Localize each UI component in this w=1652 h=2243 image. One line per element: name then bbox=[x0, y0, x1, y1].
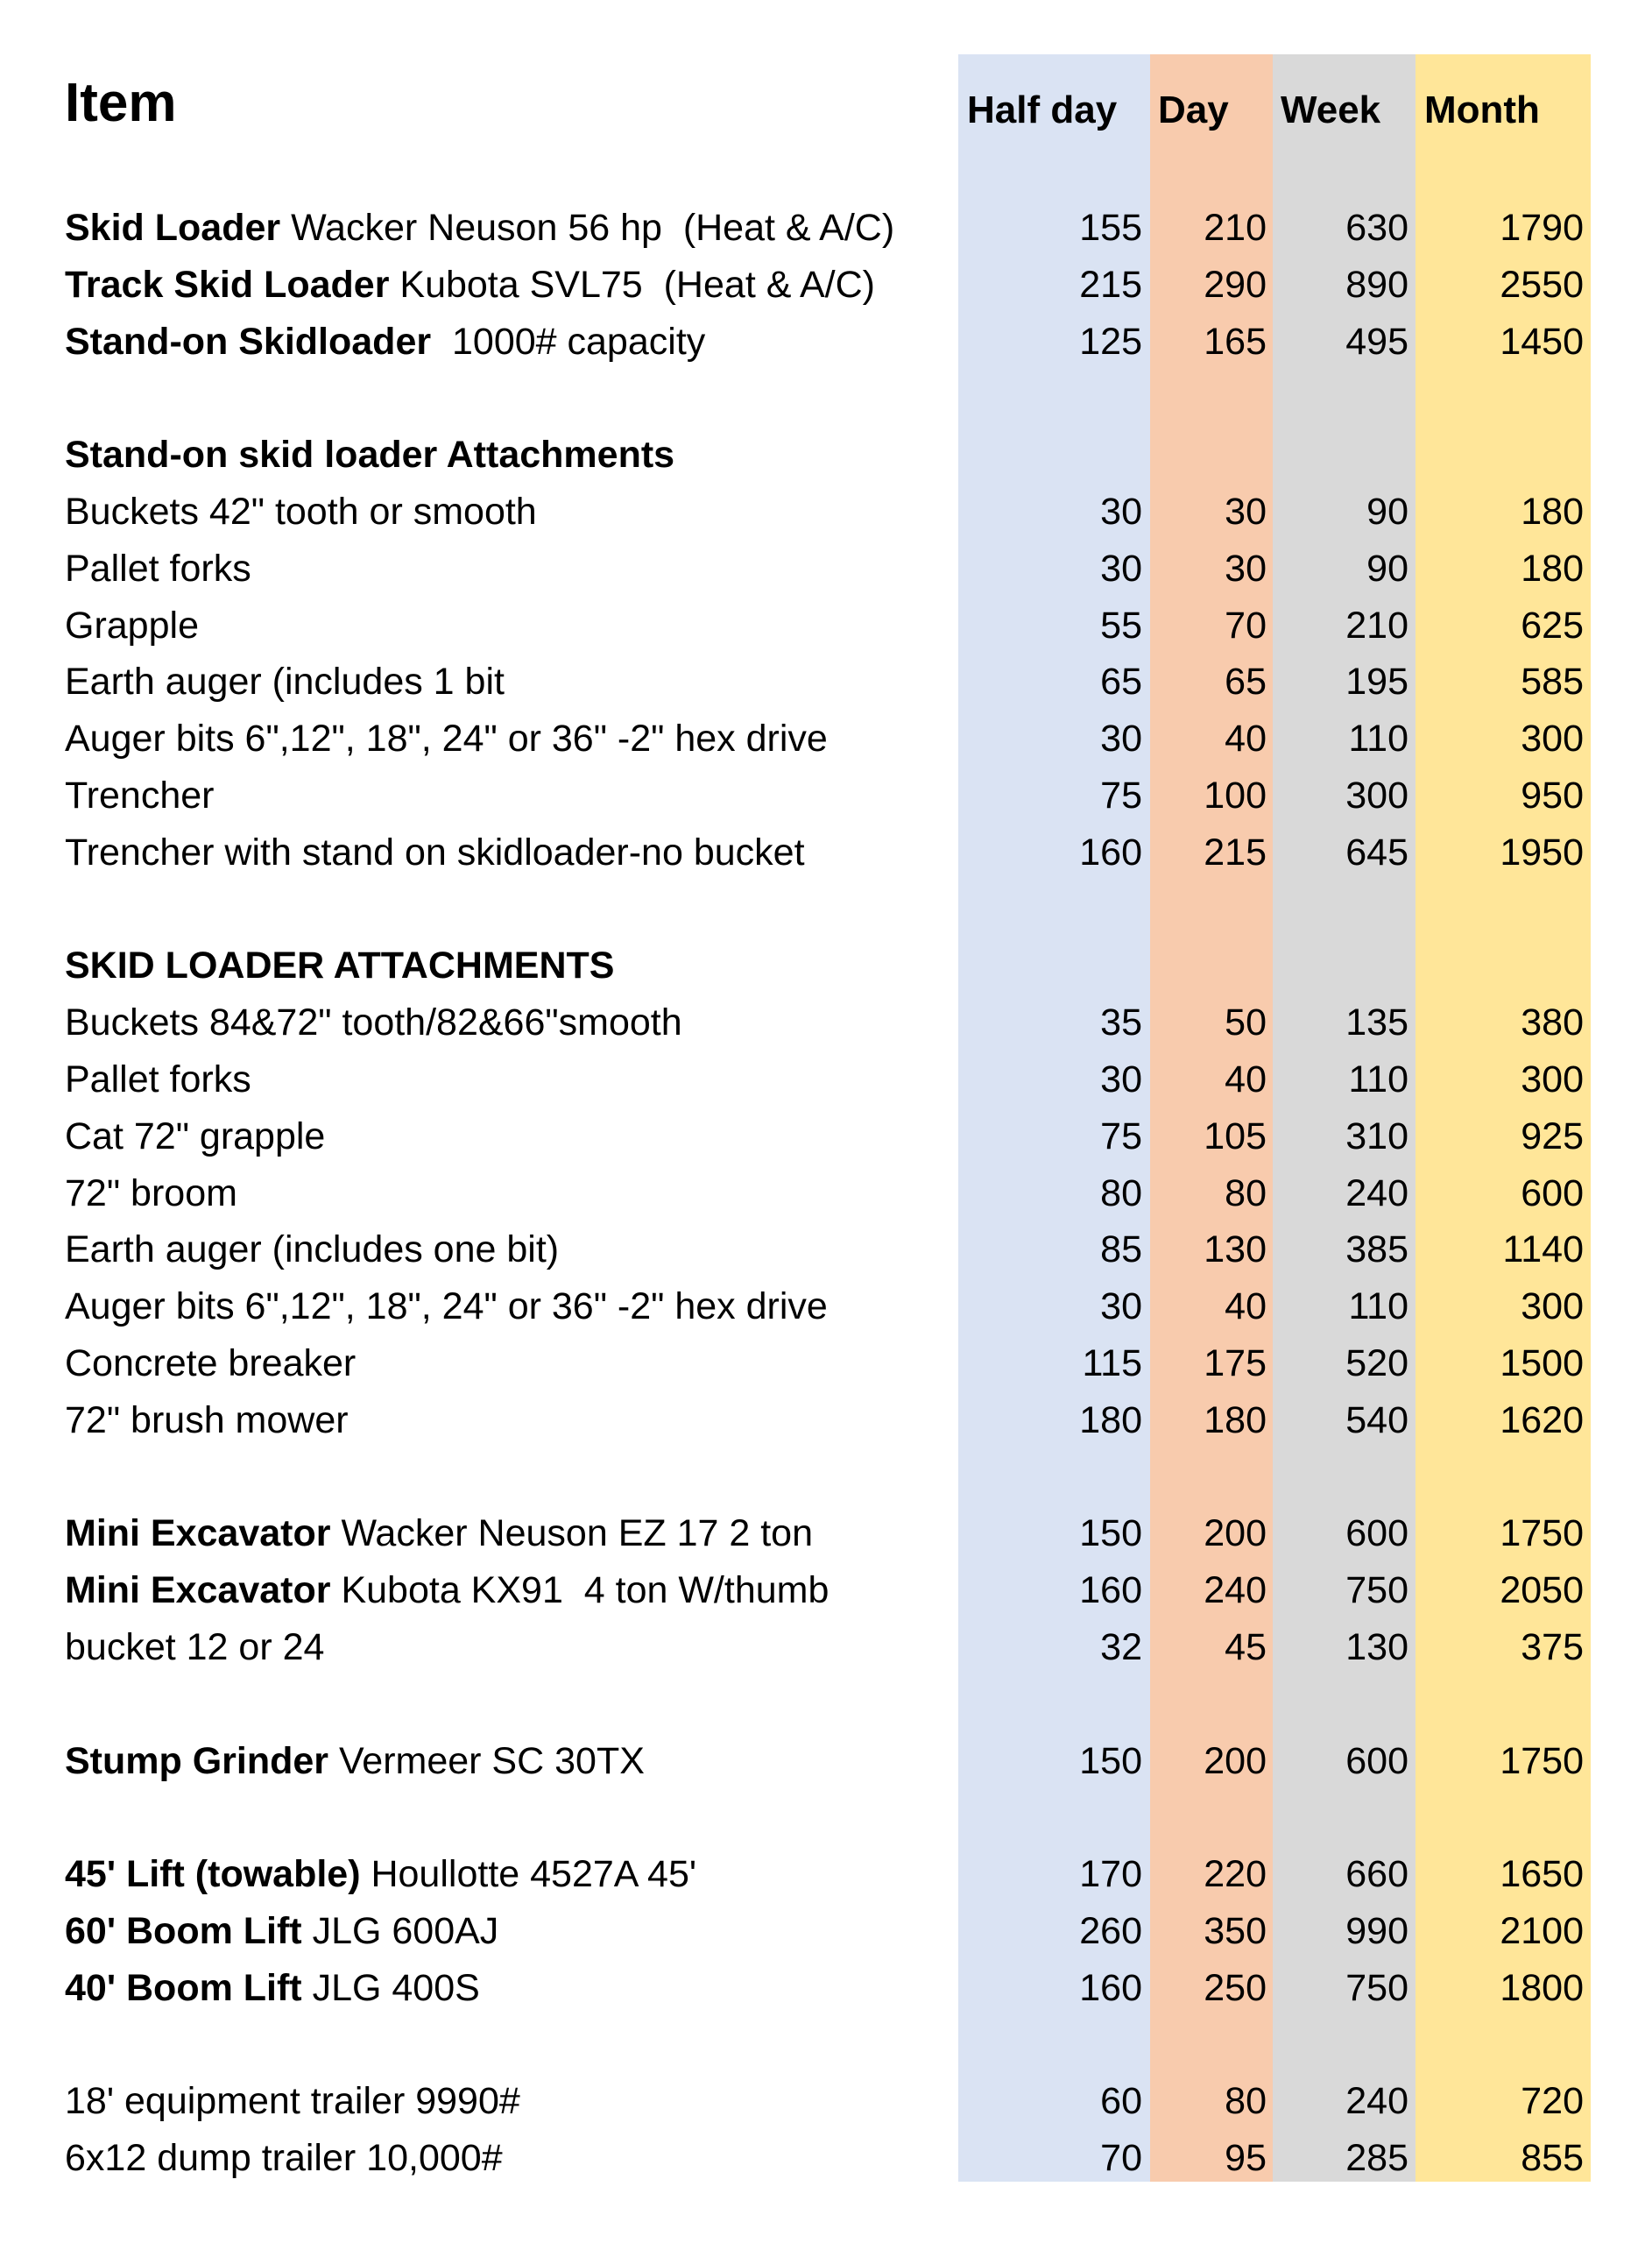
item-description: 6x12 dump trailer 10,000# bbox=[65, 2137, 503, 2180]
item-description: JLG 600AJ bbox=[301, 1909, 499, 1952]
item-description: 72" broom bbox=[65, 1171, 237, 1214]
table-row bbox=[0, 541, 1652, 598]
half-day-price: 30 bbox=[1100, 1285, 1142, 1328]
day-price: 215 bbox=[1204, 831, 1267, 874]
half-day-price: 85 bbox=[1100, 1228, 1142, 1271]
month-price: 300 bbox=[1521, 1285, 1584, 1328]
day-price: 250 bbox=[1204, 1966, 1267, 2009]
table-row bbox=[0, 484, 1652, 541]
table-row bbox=[0, 1960, 1652, 2017]
item-cell bbox=[65, 257, 875, 314]
half-day-price: 65 bbox=[1100, 661, 1142, 704]
day-price: 30 bbox=[1225, 490, 1267, 533]
day-price: 240 bbox=[1204, 1569, 1267, 1612]
table-row bbox=[0, 314, 1652, 371]
half-day-price: 30 bbox=[1100, 490, 1142, 533]
week-price: 300 bbox=[1345, 774, 1408, 817]
item-name: Stand-on skid loader Attachments bbox=[65, 434, 675, 477]
table-row bbox=[0, 1165, 1652, 1222]
half-day-price: 32 bbox=[1100, 1625, 1142, 1668]
table-row bbox=[0, 824, 1652, 881]
half-day-price: 125 bbox=[1079, 320, 1142, 363]
item-cell bbox=[65, 314, 705, 371]
day-price: 65 bbox=[1225, 661, 1267, 704]
table-row bbox=[0, 1392, 1652, 1449]
month-price: 1140 bbox=[1502, 1228, 1584, 1271]
month-price: 2550 bbox=[1500, 263, 1584, 306]
month-price: 1450 bbox=[1500, 320, 1584, 363]
day-price: 210 bbox=[1204, 207, 1267, 249]
item-cell bbox=[65, 1051, 251, 1108]
week-price: 495 bbox=[1345, 320, 1408, 363]
week-price: 750 bbox=[1345, 1966, 1408, 2009]
half-day-price: 115 bbox=[1082, 1341, 1142, 1384]
day-price: 40 bbox=[1225, 718, 1267, 761]
table-row bbox=[0, 768, 1652, 824]
day-price: 180 bbox=[1204, 1398, 1267, 1441]
item-cell bbox=[65, 654, 505, 711]
item-cell bbox=[65, 824, 805, 881]
item-cell bbox=[65, 938, 614, 994]
day-price: 70 bbox=[1225, 604, 1267, 647]
item-cell bbox=[65, 1108, 325, 1165]
item-cell bbox=[65, 200, 894, 257]
table-row bbox=[0, 1733, 1652, 1790]
week-price: 130 bbox=[1345, 1625, 1408, 1668]
row-spacer bbox=[0, 370, 1652, 427]
day-price: 40 bbox=[1225, 1285, 1267, 1328]
day-price: 95 bbox=[1225, 2137, 1267, 2180]
half-day-price: 260 bbox=[1079, 1909, 1142, 1952]
rental-price-table bbox=[0, 200, 1652, 2187]
table-row bbox=[0, 427, 1652, 484]
item-name: Stand-on Skidloader bbox=[65, 320, 432, 363]
half-day-price: 30 bbox=[1100, 547, 1142, 590]
item-cell bbox=[65, 1505, 813, 1562]
half-day-price: 75 bbox=[1100, 1114, 1142, 1157]
week-price: 990 bbox=[1345, 1909, 1408, 1952]
month-price: 300 bbox=[1521, 718, 1584, 761]
item-description: Trencher bbox=[65, 774, 215, 817]
row-spacer bbox=[0, 1789, 1652, 1846]
month-price: 1750 bbox=[1500, 1512, 1584, 1555]
day-price: 130 bbox=[1204, 1228, 1267, 1271]
item-header: Item bbox=[65, 73, 177, 133]
table-row bbox=[0, 994, 1652, 1051]
item-cell bbox=[65, 1733, 645, 1790]
item-description: Auger bits 6",12", 18", 24" or 36" -2" hex drive bbox=[65, 718, 828, 761]
week-price: 600 bbox=[1345, 1512, 1408, 1555]
item-cell bbox=[65, 1392, 349, 1449]
month-price: 600 bbox=[1521, 1171, 1584, 1214]
table-row bbox=[0, 200, 1652, 257]
item-description: bucket 12 or 24 bbox=[65, 1625, 325, 1668]
item-description: Pallet forks bbox=[65, 547, 251, 590]
week-price: 285 bbox=[1345, 2137, 1408, 2180]
item-cell bbox=[65, 1903, 498, 1960]
day-price: 290 bbox=[1204, 263, 1267, 306]
half-day-price: 30 bbox=[1100, 1058, 1142, 1100]
table-row bbox=[0, 1619, 1652, 1676]
month-price: 180 bbox=[1521, 547, 1584, 590]
month-header: Month bbox=[1424, 88, 1540, 131]
month-price: 1750 bbox=[1500, 1739, 1584, 1782]
item-cell bbox=[65, 541, 251, 598]
item-name: 40' Boom Lift bbox=[65, 1966, 302, 2009]
month-price: 380 bbox=[1521, 1001, 1584, 1044]
half-day-price: 150 bbox=[1079, 1739, 1142, 1782]
week-price: 210 bbox=[1345, 604, 1408, 647]
item-name: 60' Boom Lift bbox=[65, 1909, 302, 1952]
day-price: 100 bbox=[1204, 774, 1267, 817]
day-header: Day bbox=[1158, 88, 1229, 131]
month-price: 1800 bbox=[1500, 1966, 1584, 2009]
day-price: 80 bbox=[1225, 2080, 1267, 2123]
item-cell bbox=[65, 1619, 324, 1676]
table-row bbox=[0, 711, 1652, 768]
month-price: 585 bbox=[1521, 661, 1584, 704]
half-day-price: 160 bbox=[1079, 1966, 1142, 2009]
item-description: 1000# capacity bbox=[431, 320, 706, 363]
item-description: Trencher with stand on skidloader-no bucket bbox=[65, 831, 805, 874]
item-description: Auger bits 6",12", 18", 24" or 36" -2" hex drive bbox=[65, 1285, 828, 1328]
month-price: 925 bbox=[1521, 1114, 1584, 1157]
item-description: Vermeer SC 30TX bbox=[328, 1739, 645, 1782]
table-row bbox=[0, 1108, 1652, 1165]
item-description: Earth auger (includes one bit) bbox=[65, 1228, 560, 1271]
half-day-price: 55 bbox=[1100, 604, 1142, 647]
table-row bbox=[0, 1335, 1652, 1392]
half-day-price: 70 bbox=[1100, 2137, 1142, 2180]
week-price: 240 bbox=[1345, 1171, 1408, 1214]
row-spacer bbox=[0, 1449, 1652, 1506]
month-price: 180 bbox=[1521, 490, 1584, 533]
item-cell bbox=[65, 994, 682, 1051]
month-price: 855 bbox=[1521, 2137, 1584, 2180]
table-row bbox=[0, 654, 1652, 711]
half-day-price: 155 bbox=[1079, 207, 1142, 249]
item-cell bbox=[65, 2130, 503, 2187]
item-cell bbox=[65, 484, 537, 541]
month-price: 1620 bbox=[1500, 1398, 1584, 1441]
week-price: 110 bbox=[1348, 1058, 1408, 1100]
day-price: 200 bbox=[1204, 1739, 1267, 1782]
day-price: 165 bbox=[1204, 320, 1267, 363]
month-price: 720 bbox=[1521, 2080, 1584, 2123]
table-row bbox=[0, 1903, 1652, 1960]
week-price: 90 bbox=[1366, 547, 1408, 590]
item-cell bbox=[65, 1562, 829, 1619]
month-price: 1790 bbox=[1500, 207, 1584, 249]
month-price: 375 bbox=[1521, 1625, 1584, 1668]
item-name: Skid Loader bbox=[65, 207, 281, 249]
item-cell bbox=[65, 598, 199, 655]
item-cell bbox=[65, 1846, 696, 1903]
month-price: 300 bbox=[1521, 1058, 1584, 1100]
item-description: Kubota SVL75 (Heat & A/C) bbox=[389, 263, 875, 306]
half-day-price: 60 bbox=[1100, 2080, 1142, 2123]
day-price: 175 bbox=[1204, 1341, 1267, 1384]
week-price: 240 bbox=[1345, 2080, 1408, 2123]
week-price: 890 bbox=[1345, 263, 1408, 306]
half-day-price: 170 bbox=[1079, 1853, 1142, 1896]
half-day-price: 215 bbox=[1079, 263, 1142, 306]
item-description: Grapple bbox=[65, 604, 199, 647]
half-day-price: 75 bbox=[1100, 774, 1142, 817]
table-row bbox=[0, 938, 1652, 994]
item-cell bbox=[65, 1278, 828, 1335]
item-description: 72" brush mower bbox=[65, 1398, 349, 1441]
item-cell bbox=[65, 1335, 356, 1392]
week-header: Week bbox=[1281, 88, 1381, 131]
day-price: 350 bbox=[1204, 1909, 1267, 1952]
half-day-price: 80 bbox=[1100, 1171, 1142, 1214]
week-price: 110 bbox=[1348, 718, 1408, 761]
half-day-price: 160 bbox=[1079, 831, 1142, 874]
item-description: Wacker Neuson 56 hp (Heat & A/C) bbox=[280, 207, 895, 249]
week-price: 310 bbox=[1345, 1114, 1408, 1157]
table-row bbox=[0, 2130, 1652, 2187]
week-price: 520 bbox=[1345, 1341, 1408, 1384]
item-description: Wacker Neuson EZ 17 2 ton bbox=[330, 1512, 813, 1555]
table-row bbox=[0, 1505, 1652, 1562]
half-day-price: 150 bbox=[1079, 1512, 1142, 1555]
item-cell bbox=[65, 427, 674, 484]
week-price: 645 bbox=[1345, 831, 1408, 874]
item-cell bbox=[65, 1221, 559, 1278]
item-description: Buckets 42" tooth or smooth bbox=[65, 490, 537, 533]
table-row bbox=[0, 1051, 1652, 1108]
day-price: 45 bbox=[1225, 1625, 1267, 1668]
half-day-header: Half day bbox=[967, 88, 1118, 131]
item-cell bbox=[65, 1960, 480, 2017]
month-price: 1950 bbox=[1500, 831, 1584, 874]
week-price: 195 bbox=[1345, 661, 1408, 704]
month-price: 625 bbox=[1521, 604, 1584, 647]
table-row bbox=[0, 1221, 1652, 1278]
table-row bbox=[0, 1562, 1652, 1619]
month-price: 950 bbox=[1521, 774, 1584, 817]
item-description: Buckets 84&72" tooth/82&66"smooth bbox=[65, 1001, 682, 1044]
week-price: 600 bbox=[1345, 1739, 1408, 1782]
item-cell bbox=[65, 711, 828, 768]
week-price: 630 bbox=[1345, 207, 1408, 249]
table-row bbox=[0, 257, 1652, 314]
item-cell bbox=[65, 1165, 237, 1222]
item-name: Mini Excavator bbox=[65, 1512, 331, 1555]
item-name: 45' Lift (towable) bbox=[65, 1853, 361, 1896]
week-price: 110 bbox=[1348, 1285, 1408, 1328]
day-price: 30 bbox=[1225, 547, 1267, 590]
week-price: 540 bbox=[1345, 1398, 1408, 1441]
item-description: 18' equipment trailer 9990# bbox=[65, 2080, 520, 2123]
table-row bbox=[0, 1278, 1652, 1335]
day-price: 220 bbox=[1204, 1853, 1267, 1896]
week-price: 385 bbox=[1345, 1228, 1408, 1271]
row-spacer bbox=[0, 1676, 1652, 1733]
item-description: Houllotte 4527A 45' bbox=[360, 1853, 697, 1896]
item-description: JLG 400S bbox=[301, 1966, 480, 2009]
item-description: Kubota KX91 4 ton W/thumb bbox=[330, 1569, 830, 1612]
day-price: 80 bbox=[1225, 1171, 1267, 1214]
day-price: 200 bbox=[1204, 1512, 1267, 1555]
table-row bbox=[0, 2073, 1652, 2130]
item-name: Mini Excavator bbox=[65, 1569, 331, 1612]
month-price: 1500 bbox=[1500, 1341, 1584, 1384]
half-day-price: 160 bbox=[1079, 1569, 1142, 1612]
table-row bbox=[0, 598, 1652, 655]
item-description: Pallet forks bbox=[65, 1058, 251, 1100]
month-price: 2050 bbox=[1500, 1569, 1584, 1612]
week-price: 135 bbox=[1345, 1001, 1408, 1044]
day-price: 50 bbox=[1225, 1001, 1267, 1044]
half-day-price: 35 bbox=[1100, 1001, 1142, 1044]
item-description: Concrete breaker bbox=[65, 1341, 357, 1384]
week-price: 90 bbox=[1366, 490, 1408, 533]
item-description: Earth auger (includes 1 bit bbox=[65, 661, 505, 704]
week-price: 660 bbox=[1345, 1853, 1408, 1896]
item-name: SKID LOADER ATTACHMENTS bbox=[65, 945, 615, 987]
item-description: Cat 72" grapple bbox=[65, 1114, 326, 1157]
item-cell bbox=[65, 2073, 520, 2130]
half-day-price: 30 bbox=[1100, 718, 1142, 761]
row-spacer bbox=[0, 881, 1652, 938]
day-price: 105 bbox=[1204, 1114, 1267, 1157]
item-name: Stump Grinder bbox=[65, 1739, 329, 1782]
item-cell bbox=[65, 768, 214, 824]
week-price: 750 bbox=[1345, 1569, 1408, 1612]
row-spacer bbox=[0, 2017, 1652, 2074]
half-day-price: 180 bbox=[1079, 1398, 1142, 1441]
item-name: Track Skid Loader bbox=[65, 263, 390, 306]
month-price: 2100 bbox=[1500, 1909, 1584, 1952]
month-price: 1650 bbox=[1500, 1853, 1584, 1896]
table-row bbox=[0, 1846, 1652, 1903]
day-price: 40 bbox=[1225, 1058, 1267, 1100]
